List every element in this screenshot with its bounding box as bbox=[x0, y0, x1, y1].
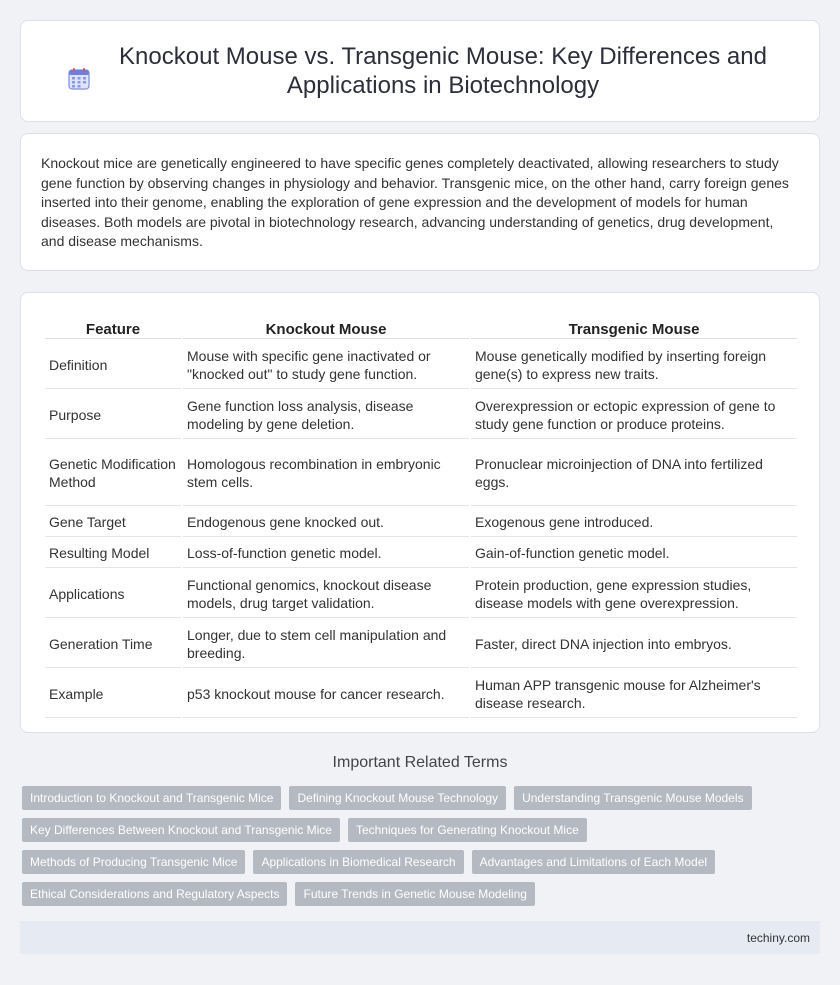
transgenic-cell: Exogenous gene introduced. bbox=[471, 508, 797, 537]
transgenic-cell: Human APP transgenic mouse for Alzheimer's disease research. bbox=[471, 670, 797, 718]
feature-cell: Genetic Modification Method bbox=[45, 441, 181, 506]
related-term-tag[interactable]: Ethical Considerations and Regulatory Aspects bbox=[22, 882, 287, 906]
transgenic-cell: Overexpression or ectopic expression of gene to study gene function or produce proteins. bbox=[471, 391, 797, 439]
header-card bbox=[20, 20, 820, 122]
header-knockout: Knockout Mouse bbox=[183, 317, 469, 339]
feature-cell: Generation Time bbox=[45, 620, 181, 668]
related-term-tag[interactable]: Advantages and Limitations of Each Model bbox=[472, 850, 715, 874]
related-term-tag[interactable]: Applications in Biomedical Research bbox=[253, 850, 463, 874]
header-transgenic: Transgenic Mouse bbox=[471, 317, 797, 339]
footer-site-link[interactable]: techiny.com bbox=[746, 931, 810, 945]
table-row bbox=[45, 441, 797, 506]
transgenic-cell: Mouse genetically modified by inserting foreign gene(s) to express new traits. bbox=[471, 341, 797, 389]
knockout-cell: Gene function loss analysis, disease modeling by gene deletion. bbox=[183, 391, 469, 439]
feature-cell: Gene Target bbox=[45, 508, 181, 537]
knockout-cell: p53 knockout mouse for cancer research. bbox=[183, 670, 469, 718]
feature-cell: Definition bbox=[45, 341, 181, 389]
title-wrap bbox=[60, 42, 780, 100]
table-header-row bbox=[45, 317, 797, 339]
comparison-table-card bbox=[20, 292, 820, 733]
table-row bbox=[45, 391, 797, 439]
feature-cell: Purpose bbox=[45, 391, 181, 439]
knockout-cell: Homologous recombination in embryonic stem cells. bbox=[183, 441, 469, 506]
related-term-tag[interactable]: Key Differences Between Knockout and Transgenic Mice bbox=[22, 818, 340, 842]
intro-text: Knockout mice are genetically engineered to have specific genes completely deactivated, allowing researchers to study gene function by observing changes in physiology and behavior. Transgenic mice, on the other hand, carry foreign genes inserted into their genome, enabling the exploration of gene expression and the development of models for human diseases. Both models are pivotal in biotechnology research, advancing understanding of genetics, drug development, and disease mechanisms. bbox=[41, 155, 789, 249]
comparison-table bbox=[43, 315, 799, 720]
related-term-tag[interactable]: Methods of Producing Transgenic Mice bbox=[22, 850, 245, 874]
transgenic-cell: Protein production, gene expression studies, disease models with gene overexpression. bbox=[471, 570, 797, 618]
knockout-cell: Mouse with specific gene inactivated or "knocked out" to study gene function. bbox=[183, 341, 469, 389]
feature-cell: Resulting Model bbox=[45, 539, 181, 568]
feature-cell: Example bbox=[45, 670, 181, 718]
table-row bbox=[45, 620, 797, 668]
knockout-cell: Endogenous gene knocked out. bbox=[183, 508, 469, 537]
table-row bbox=[45, 670, 797, 718]
table-row bbox=[45, 570, 797, 618]
calendar-icon bbox=[67, 67, 91, 91]
knockout-cell: Loss-of-function genetic model. bbox=[183, 539, 469, 568]
related-terms-list bbox=[22, 786, 822, 914]
related-term-tag[interactable]: Techniques for Generating Knockout Mice bbox=[348, 818, 587, 842]
page-title: Knockout Mouse vs. Transgenic Mouse: Key Differences and Applications in Biotechnology bbox=[119, 43, 767, 99]
related-term-tag[interactable]: Defining Knockout Mouse Technology bbox=[289, 786, 506, 810]
footer bbox=[20, 921, 820, 954]
transgenic-cell: Gain-of-function genetic model. bbox=[471, 539, 797, 568]
related-term-tag[interactable]: Introduction to Knockout and Transgenic Mice bbox=[22, 786, 281, 810]
transgenic-cell: Pronuclear microinjection of DNA into fertilized eggs. bbox=[471, 441, 797, 506]
header-feature: Feature bbox=[45, 317, 181, 339]
transgenic-cell: Faster, direct DNA injection into embryos. bbox=[471, 620, 797, 668]
table-row bbox=[45, 508, 797, 537]
related-term-tag[interactable]: Future Trends in Genetic Mouse Modeling bbox=[295, 882, 534, 906]
table-row bbox=[45, 539, 797, 568]
feature-cell: Applications bbox=[45, 570, 181, 618]
knockout-cell: Longer, due to stem cell manipulation and breeding. bbox=[183, 620, 469, 668]
related-terms-title: Important Related Terms bbox=[332, 754, 508, 771]
table-row bbox=[45, 341, 797, 389]
knockout-cell: Functional genomics, knockout disease models, drug target validation. bbox=[183, 570, 469, 618]
related-term-tag[interactable]: Understanding Transgenic Mouse Models bbox=[514, 786, 751, 810]
intro-card bbox=[20, 133, 820, 271]
